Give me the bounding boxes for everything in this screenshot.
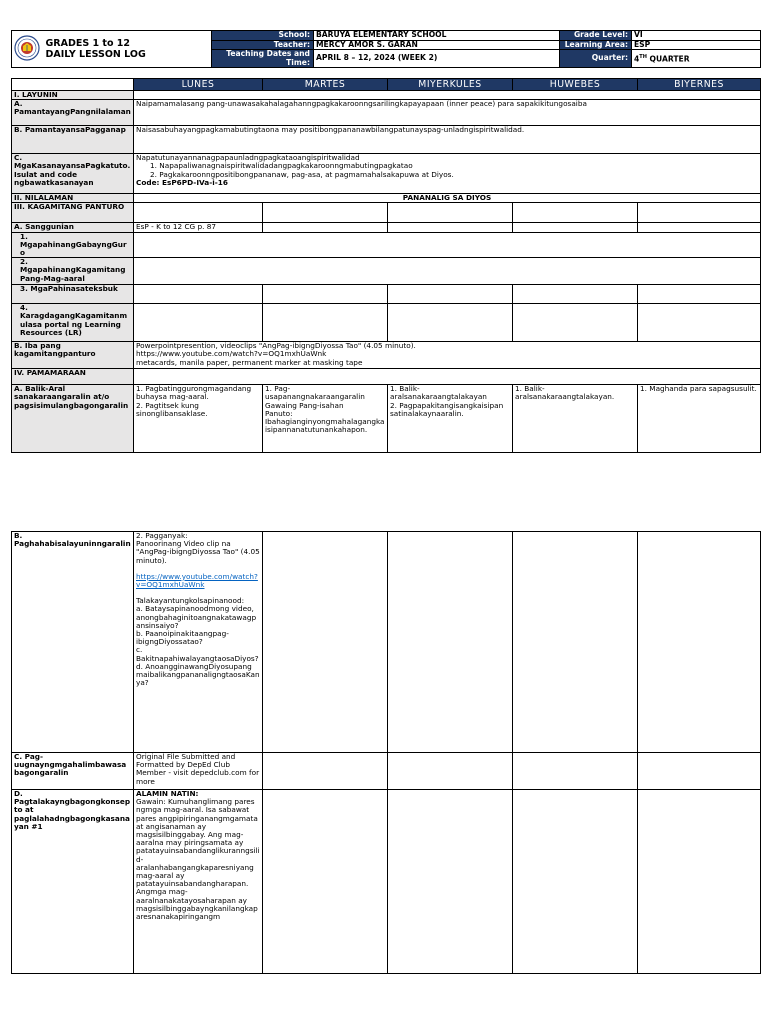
pag-uugnay-monday: Original File Submitted and Formatted by DepEd Club Member - visit depedclub.com for more (134, 753, 263, 790)
quarter-label: Quarter: (560, 50, 632, 68)
paghahabi-label: B. Paghahabisalayuninngaralin (12, 532, 134, 753)
teacher-label: Teacher: (212, 40, 314, 50)
teaching-dates-value: APRIL 8 – 12, 2024 (WEEK 2) (314, 50, 560, 68)
iba-pang-kagamitan-text: Powerpointpresention, videoclips "AngPag-ibigngDiyossa Tao" (4.05 minuto). https://www.youtube.com/watch?v=OQ1mxhUaWnk metacards, manila paper, permanent marker at masking tape (134, 342, 761, 369)
teaching-dates-label: Teaching Dates and Time: (212, 50, 314, 68)
kagamitang-mag-aaral-label: 2. MgapahinangKagamitang Pang-Mag-aaral (12, 258, 134, 285)
kasanayan-sa-pagkatuto-label: C. MgaKasanayansaPagkatuto. Isulat and code ngbawatkasanayan (12, 154, 134, 194)
learning-resources-label: 4. KaragdagangKagamitanmulasa portal ng Learning Resources (LR) (12, 304, 134, 342)
section-layunin: I. LAYUNIN (12, 91, 134, 100)
pamantayang-pangnilalaman-label: A. PamantayangPangnilalaman (12, 100, 134, 126)
day-header-thursday: HUWEBES (513, 79, 638, 91)
teacher-value: MERCY AMOR S. GARAN (314, 40, 560, 50)
nilalaman-text: PANANALIG SA DIYOS (134, 194, 761, 203)
section-pamamaraan: IV. PAMAMARAAN (12, 369, 134, 385)
youtube-link[interactable]: https://www.youtube.com/watch?v=OQ1mxhUaWnk (136, 571, 258, 590)
paghahabi-monday: 2. Pagganyak: Panoorinang Video clip na "AngPag-ibigngDiyossa Tao" (4.05 minuto). https://www.youtube.com/watch?v=OQ1mxhUaWnk Talakayantungkolsapinanood: a. Bataysapinanoodmong video, anongbahaginitoangnakatawagpansinsaiyo? b. Paanoipinakitaangpag-ibigngDiyossatao? c. BakitnapahiwalayangtaosaDiyos? d. AnoangginawangDiyosupang maibalikangpananaligngtaosaKanya? (134, 532, 263, 753)
pamantayang-pangnilalaman-text: Naipamamalasang pang-unawasakahalagahanngpagkakaroonngsarilingkapayapaan (inner peace) para sapakikitungosaiba (134, 100, 761, 126)
grade-level-label: Grade Level: (560, 31, 632, 41)
day-header-tuesday: MARTES (263, 79, 388, 91)
balik-aral-monday: 1. Pagbatinggurongmagandang buhaysa mag-aaral. 2. Pagtitsek kung sinonglibansaklase. (134, 385, 263, 453)
school-value: BARUYA ELEMENTARY SCHOOL (314, 31, 560, 41)
learning-area-label: Learning Area: (560, 40, 632, 50)
gabay-ng-guro-label: 1. MgapahinangGabayngGuro (12, 232, 134, 258)
pagtalakay-label: D. Pagtalakayngbagongkonsepto at paglalahadngbagongkasanayan #1 (12, 790, 134, 974)
balik-aral-label: A. Balik-Aral sanakaraangaralin at/o pagsisimulangbagongaralin (12, 385, 134, 453)
sanggunian-label: A. Sanggunian (12, 223, 134, 232)
day-header-wednesday: MIYERKULES (388, 79, 513, 91)
pamantayan-sa-pagganap-text: Naisasabuhayangpagkamabutingtaona may positibongpananawbilangpatunayspag-unladngispiritwalidad. (134, 126, 761, 154)
deped-seal-icon (14, 35, 40, 61)
section-nilalaman: II. NILALAMAN (12, 194, 134, 203)
kasanayan-sa-pagkatuto-text: Napatutunayannanagpapaunladngpagkataoangispiritwalidad 1. Napapaliwanagnaispiritwalidadangpagkakaroonngmabutingpagkatao 2. Pagkakaroonngpositibongpananaw, pag-asa, at pagmamahalsakapuwa at Diyos. Code: EsP6PD-IVa-i-16 (134, 154, 761, 194)
document-title: GRADES 1 to 12 DAILY LESSON LOG (44, 31, 212, 68)
learning-area-value: ESP (632, 40, 761, 50)
balik-aral-wednesday: 1. Balik-aralsanakaraangtalakayan 2. Pagpapakitangisangkaisipan satinalakaynaaralin. (388, 385, 513, 453)
pamantayan-sa-pagganap-label: B. PamantayansaPagganap (12, 126, 134, 154)
sanggunian-text: EsP - K to 12 CG p. 87 (134, 223, 263, 232)
day-header-monday: LUNES (134, 79, 263, 91)
balik-aral-friday: 1. Maghanda para sapagsusulit. (638, 385, 761, 453)
iba-pang-kagamitan-label: B. Iba pang kagamitangpanturo (12, 342, 134, 369)
pagtalakay-monday: ALAMIN NATIN: Gawain: Kumuhanglimang pares ngmga mag-aaral. Isa sabawat pares angpipiringanangmgamata at angisanaman ay magsisilbinggabay. Ang mag-aaralna may piringsamata ay patatayuinsabandanglikuranngsilid-aralanhabangangkaparesniyang mag-aaral ay patatayuinsabandangharapan. Angmga mag-aaralnanakatayosaharapan ay magsisilbinggabayngkanilangkaparesnanakapiringangm (134, 790, 263, 974)
teksbuk-label: 3. MgaPahinasateksbuk (12, 285, 134, 304)
school-label: School: (212, 31, 314, 41)
lesson-log-table-continued (11, 531, 761, 974)
header-table (11, 30, 761, 68)
lesson-log-table (11, 78, 761, 453)
pag-uugnay-label: C. Pag-uugnayngmgahalimbawasabagongaralin (12, 753, 134, 790)
balik-aral-thursday: 1. Balik-aralsanakaraangtalakayan. (513, 385, 638, 453)
section-kagamitang-panturo: III. KAGAMITANG PANTURO (12, 203, 134, 223)
balik-aral-tuesday: 1. Pag-usapanangnakaraangaralin Gawaing Pang-isahan Panuto: Ibahagianginyongmahalagangkaisipannanatutunankahapon. (263, 385, 388, 453)
deped-logo-cell (12, 31, 44, 68)
grade-level-value: VI (632, 31, 761, 41)
quarter-value: 4TH QUARTER (632, 50, 761, 68)
day-header-friday: BIYERNES (638, 79, 761, 91)
